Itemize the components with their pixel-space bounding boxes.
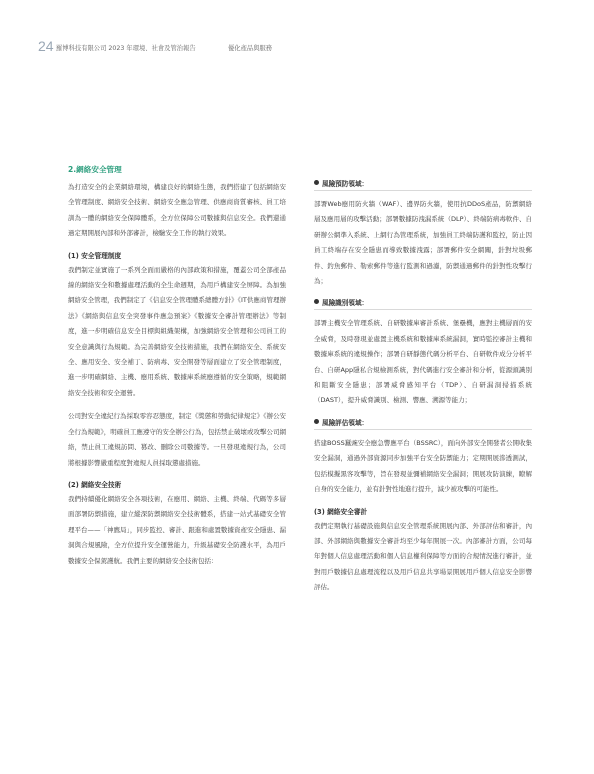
security-audit-paragraph: 我們定期執行基礎設施與信息安全管理系統開展內部、外部評估和審計，內部、外部網絡與數據安全審計均至少每年開展一次。內部審計方面，公司每年對個人信息處理活動和個人信息權利保障等方面的合規情況進行審計，並對用戶數據信息處理流程以及用戶信息共享場景開展用戶個人信息安全影響評估。 [314,521,532,592]
intro-paragraph: 為打造安全的企業網絡環境，構建良好的網絡生態，我們搭建了包括網絡安全管理制度、網絡安全技術、網絡安全應急管理、供應商資質審核、員工培訓為一體的網絡安全保障體系，全方位保障公司數據與信息安全。我們還通過定期開展內部和外部審計，檢驗安全工作的執行效果。 [68,183,286,238]
risk-prevention-block [314,178,532,289]
risk-identification-heading: 風險識別領域： [314,297,532,307]
subheading-management-system: (1) 安全管理制度 [68,251,122,260]
risk-identification-text: 部署主機安全管理系統、自研數據庫審計系統、堡壘機，應對主機層面的安全威脅，及時發現並處置主機系統和數據庫系統漏洞，實時監控審計主機和數據庫系統的違規操作；部署自研靜態代碼分析平台、自研軟件成分分析平台、自研App隱私合規檢測系統，對代碼進行安全審計和分析，從源頭識別和阻斷安全隱患；部署威脅感知平台（TDP）、自研漏洞掃描系統（DAST），提升威脅識別、檢測、響應、溯源等能力； [314,319,532,405]
bullet-dot-icon [314,180,319,185]
risk-prevention-text: 部署Web應用防火牆（WAF）、邊界防火牆，使用抗DDoS產品，防禦網絡層及應用層的攻擊活動；部署數據防洩漏系統（DLP）、終端防病毒軟件、自研辦公網準入系統、上網行為管理系統，加強員工終端防護和監控，防止因員工終端存在安全隱患而導致數據洩露；部署郵件安全網關，針對垃圾郵件、釣魚郵件、勒索郵件等進行監測和過濾，防禦通過郵件的針對性攻擊行為； [314,200,532,286]
page-number: 24 [38,38,54,54]
divider [314,429,532,430]
subheading-security-technology: (2) 網絡安全技術 [68,480,122,489]
risk-assessment-text: 搭建BOSS蠶豌安全應急響應平台（BSSRC），面向外部安全開發者公開收集安全漏洞，通過外部資源同步加強平台安全防禦能力；定期開展滲透測試，包括模擬黑客攻擊等，旨在發現並彌補網絡安全漏洞；開展攻防演練，瞭解自身的安全能力，並有針對性地進行提升，減少被攻擊的可能性。 [314,438,532,494]
management-system-paragraph-1: 我們制定並實施了一系列全面而嚴格的內部政策和措施，覆蓋公司全部產品線的網絡安全和數據處理活動的全生命週期，為用戶構建安全屏障。為加強網絡安全管理，我們制定了《信息安全管理體系總體方針》《IT供應商管理辦法》《網絡與信息安全突發事件應急預案》《數據安全審計管理辦法》等制度，進一步明確信息安全目標與組織架構，加強網絡安全管理和公司員工的安全意識與行為規範。為完善網絡安全技術措施，我們在網絡安全、系統安全、應用安全、安全補丁、防病毒、安全開發等層面建立了安全管理制度，進一步明確網絡、主機、應用系統、數據庫系統應遵循的安全策略，規範網絡安全技術和安全運營。 [68,265,286,397]
risk-assessment-block [314,417,532,498]
chapter-title: 優化產品與服務 [228,45,273,52]
risk-prevention-heading: 風險預防領域： [314,178,532,188]
management-system-paragraph-2: 公司對安全違紀行為採取零容忍態度，制定《獎懲和勞動紀律規定》《辦公安全行為規範》，明確員工應遵守的安全辦公行為，包括禁止破壞或攻擊公司網絡，禁止員工違規訪問、篡改、刪除公司數據等。一旦發現違規行為，公司將根據影響嚴重程度對違規人員採取懲處措施。 [68,412,286,467]
bullet-dot-icon [314,299,319,304]
security-technology-paragraph: 我們持續優化網絡安全各項技術，在應用、網絡、主機、終端、代碼等多層面部署防禦措施，建立縱深防禦網絡安全技術體系，搭建一站式基礎安全管理平台——「神鷹局」，同步監控、審計、跟進和處置數據資產安全隱患、漏洞與合規風險，全方位提升安全運營能力，升級基礎安全防護水平，為用戶數據安全保駕護航。我們主要的網絡安全技術包括： [68,494,286,565]
risk-assessment-heading: 風險評估領域： [314,417,532,427]
bullet-dot-icon [314,419,319,424]
left-column [68,164,286,577]
section-title: 2.網絡安全管理 [68,165,122,174]
divider [314,309,532,310]
divider [314,190,532,191]
subheading-security-audit: (3) 網絡安全審計 [314,507,368,516]
page-header [38,40,574,58]
report-title: 羅博科技有限公司 2023 年環境、社會及管治報告 [56,45,196,52]
risk-identification-block [314,297,532,408]
right-column [314,178,532,604]
